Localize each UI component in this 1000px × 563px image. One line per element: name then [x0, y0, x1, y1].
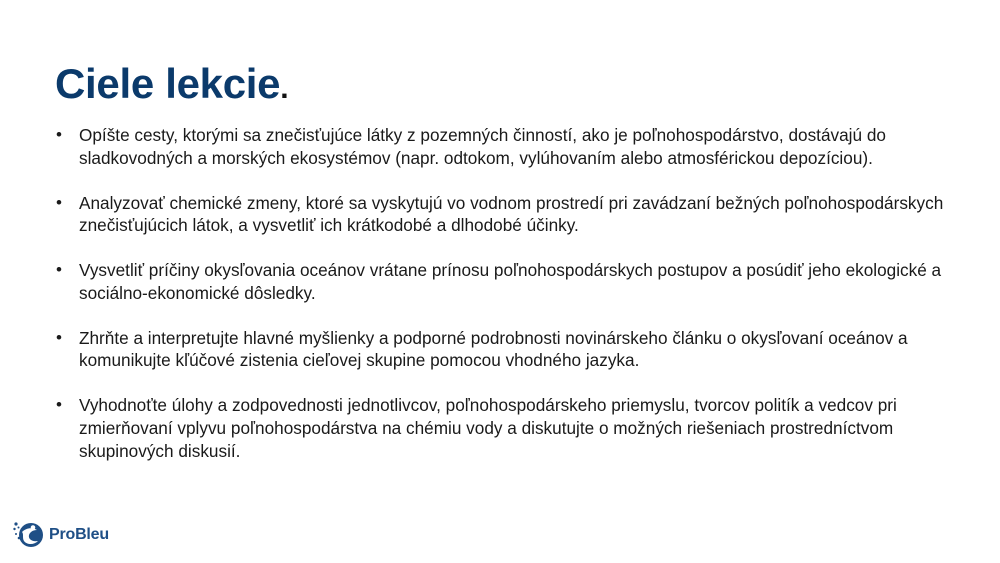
- objective-text: Zhrňte a interpretujte hlavné myšlienky a podporné podrobnosti novinárskeho článku o okysľovaní oceánov a komunikujte kľúčové zistenia cieľovej skupine pomocou vhodného jazyka.: [79, 327, 908, 371]
- objective-item: [56, 259, 976, 304]
- slide-title-text: Ciele lekcie: [55, 60, 281, 107]
- bullet-icon: •: [56, 125, 62, 144]
- bullet-icon: •: [56, 260, 62, 280]
- objective-item: [56, 124, 976, 169]
- probleu-swimmer-globe-icon: [12, 520, 44, 550]
- slide-title-dot: .: [280, 72, 289, 105]
- objective-text: Vysvetliť príčiny okysľovania oceánov vrátane prínosu poľnohospodárskych postupov a posúdiť jeho ekologické a sociálno-ekonomické dôsledky.: [79, 260, 942, 303]
- bullet-icon: •: [56, 192, 62, 212]
- objective-text: Analyzovať chemické zmeny, ktoré sa vyskytujú vo vodnom prostredí pri zavádzaní bežných poľnohospodárskych znečisťujúcich látok, a vysvetliť ich krátkodobé a dlhodobé účinky.: [79, 192, 944, 236]
- objective-text: Vyhodnoťte úlohy a zodpovednosti jednotlivcov, poľnohospodárskeho priemyslu, tvorcov politík a vedcov pri zmierňovaní vplyvu poľnohospodárstva na chémiu vody a diskutujte o možných riešeniach prostredníctvom skupinových diskusií.: [79, 395, 897, 461]
- brand-name: ProBleu: [49, 526, 109, 543]
- objective-item: [56, 327, 976, 372]
- bullet-icon: •: [56, 327, 62, 347]
- objective-item: [56, 394, 976, 462]
- objectives-list: [56, 124, 976, 484]
- objective-text: Opíšte cesty, ktorými sa znečisťujúce látky z pozemných činností, ako je poľnohospodárstvo, dostávajú do sladkovodných a morských ekosystémov (napr. odtokom, vylúhovaním alebo atmosférickou depozíciou).: [79, 125, 886, 168]
- objective-item: [56, 192, 976, 237]
- probleu-logo: [12, 520, 109, 550]
- slide-title: [55, 58, 288, 115]
- bullet-icon: •: [56, 395, 62, 415]
